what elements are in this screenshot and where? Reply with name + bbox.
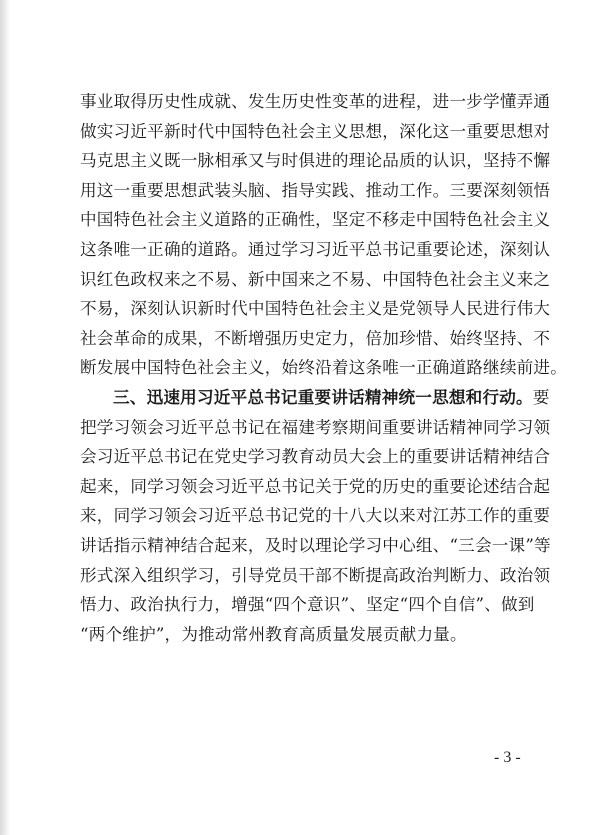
text-line: 来，同学习领会习近平总书记党的十八大以来对江苏工作的重要 xyxy=(80,506,551,526)
text-line: “两个维护”，为推动常州教育高质量发展贡献力量。 xyxy=(80,624,467,644)
text-line: 社会革命的成果，不断增强历史定力，倍加珍惜、始终坚持、不 xyxy=(80,328,551,348)
text-line: 不易，深刻认识新时代中国特色社会主义是党领导人民进行伟大 xyxy=(80,299,551,319)
text-line: 马克思主义既一脉相承又与时俱进的理论品质的认识，坚持不懈 xyxy=(80,151,551,171)
page-edge-shadow xyxy=(0,0,10,835)
text-line: 用这一重要思想武装头脑、指导实践、推动工作。三要深刻领悟 xyxy=(80,180,551,200)
text-line: 会习近平总书记在党史学习教育动员大会上的重要讲话精神结合 xyxy=(80,447,551,467)
text-line: 把学习领会习近平总书记在福建考察期间重要讲话精神同学习领 xyxy=(80,417,551,437)
text-line: 做实习近平新时代中国特色社会主义思想，深化这一重要思想对 xyxy=(80,121,551,141)
heading-line-rest: 要 xyxy=(532,387,550,407)
section-heading-line xyxy=(80,383,550,413)
text-line: 形式深入组织学习，引导党员干部不断提高政治判断力、政治领 xyxy=(80,565,551,585)
text-line: 起来，同学习领会习近平总书记关于党的历史的重要论述结合起 xyxy=(80,476,551,496)
page-number: - 3 - xyxy=(494,749,521,766)
text-line: 中国特色社会主义道路的正确性，坚定不移走中国特色社会主义 xyxy=(80,210,551,230)
text-line: 识红色政权来之不易、新中国来之不易、中国特色社会主义来之 xyxy=(80,269,551,289)
text-line: 这条唯一正确的道路。通过学习习近平总书记重要论述，深刻认 xyxy=(80,239,551,259)
text-line: 讲话指示精神结合起来，及时以理论学习中心组、“三会一课”等 xyxy=(80,535,551,555)
section-heading: 三、迅速用习近平总书记重要讲话精神统一思想和行动。 xyxy=(113,387,533,407)
text-line: 断发展中国特色社会主义，始终沿着这条唯一正确道路继续前进。 xyxy=(80,358,568,378)
text-line: 悟力、政治执行力，增强“四个意识”、坚定“四个自信”、做到 xyxy=(80,595,535,615)
body-text xyxy=(80,87,568,649)
text-line: 事业取得历史性成就、发生历史性变革的进程，进一步学懂弄通 xyxy=(80,92,551,111)
